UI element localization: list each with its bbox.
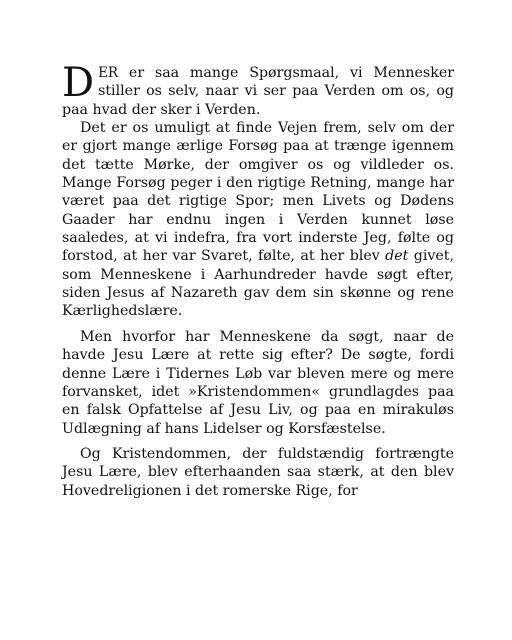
drop-cap-letter: D xyxy=(62,60,95,106)
paragraph-2 xyxy=(62,119,454,321)
body-text xyxy=(62,60,454,500)
paragraph-1-text: er saa mange Spørgsmaal, vi Mennesker stiller os selv, naar vi ser paa Verden om os, og paa hvad der sker i Verden. xyxy=(62,65,454,118)
paragraph-4 xyxy=(62,445,454,500)
paragraph-4-text: Og Kristendommen, der fuldstændig fortrængte Jesu Lære, blev efterhaanden saa stærk, at den blev Hovedreligionen i det romerske Rige, for xyxy=(62,445,454,499)
paragraph-2-text-a: Det er os umuligt at finde Vejen frem, selv om der er gjort mange ærlige Forsøg paa at trænge igennem det tætte Mørke, der omgiver os og vildleder os. Mange Forsøg peger i den rigtige Retning, mange har været paa det rigtige Spor; men Livets og Dødens Gaader har endnu ingen i Verden kunnet løse saaledes, at vi indefra, fra vort inderste Jeg, følte og forstod, at her var Svaret, følte, at her blev xyxy=(62,120,454,265)
italic-word: det xyxy=(385,248,409,265)
lead-small-caps: ER xyxy=(98,65,119,81)
paragraph-1 xyxy=(62,60,454,119)
paragraph-3-text: Men hvorfor har Menneskene da søgt, naar de havde Jesu Lære at rette sig efter? De søgte, fordi denne Lære i Tidernes Løb var bleven mere og mere forvansket, idet »Kristendommen« grundlagdes paa en falsk Opfattelse af Jesu Liv, og paa en mirakuløs Udlægning af hans Lidelser og Korsfæstelse. xyxy=(62,328,454,437)
paragraph-2-text-b: givet, som Menneskene i Aarhundreder havde søgt efter, siden Jesus af Nazareth gav dem sin skønne og rene Kærlighedslære. xyxy=(62,248,454,320)
paragraph-3 xyxy=(62,328,454,438)
